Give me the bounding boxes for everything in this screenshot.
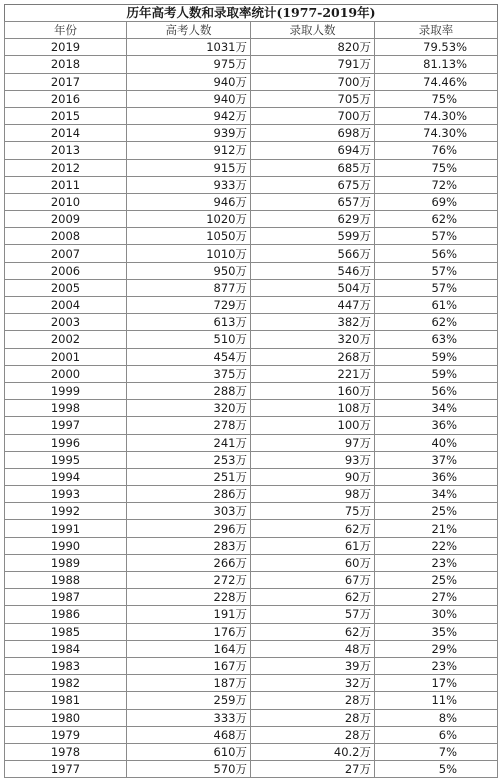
table-row <box>5 279 498 296</box>
cell-applicants: 167万 <box>127 657 251 674</box>
cell-year: 1980 <box>5 709 127 726</box>
cell-applicants: 164万 <box>127 640 251 657</box>
cell-admitted: 685万 <box>251 159 375 176</box>
table-row <box>5 761 498 778</box>
table-row <box>5 228 498 245</box>
table-row <box>5 176 498 193</box>
cell-year: 2005 <box>5 279 127 296</box>
table-row <box>5 159 498 176</box>
cell-year: 1996 <box>5 434 127 451</box>
table-row <box>5 468 498 485</box>
cell-applicants: 610万 <box>127 743 251 760</box>
cell-year: 1979 <box>5 726 127 743</box>
cell-applicants: 320万 <box>127 400 251 417</box>
cell-applicants: 877万 <box>127 279 251 296</box>
cell-year: 1993 <box>5 486 127 503</box>
cell-admission-rate: 23% <box>375 554 498 571</box>
cell-admission-rate: 62% <box>375 211 498 228</box>
cell-year: 1989 <box>5 554 127 571</box>
cell-admitted: 268万 <box>251 348 375 365</box>
table-row <box>5 589 498 606</box>
cell-year: 2017 <box>5 73 127 90</box>
cell-year: 1981 <box>5 692 127 709</box>
cell-year: 2010 <box>5 193 127 210</box>
cell-year: 2014 <box>5 125 127 142</box>
table-row <box>5 692 498 709</box>
cell-applicants: 1031万 <box>127 39 251 56</box>
cell-admitted: 504万 <box>251 279 375 296</box>
cell-year: 2001 <box>5 348 127 365</box>
cell-applicants: 375万 <box>127 365 251 382</box>
cell-admitted: 27万 <box>251 761 375 778</box>
cell-applicants: 283万 <box>127 537 251 554</box>
cell-year: 2004 <box>5 297 127 314</box>
cell-applicants: 288万 <box>127 382 251 399</box>
cell-year: 2018 <box>5 56 127 73</box>
cell-admission-rate: 74.30% <box>375 107 498 124</box>
table-row <box>5 73 498 90</box>
cell-admission-rate: 34% <box>375 400 498 417</box>
cell-admission-rate: 27% <box>375 589 498 606</box>
cell-admitted: 67万 <box>251 572 375 589</box>
cell-admitted: 698万 <box>251 125 375 142</box>
cell-admission-rate: 75% <box>375 90 498 107</box>
cell-applicants: 259万 <box>127 692 251 709</box>
header-year: 年份 <box>5 22 127 39</box>
cell-admitted: 546万 <box>251 262 375 279</box>
cell-year: 1992 <box>5 503 127 520</box>
cell-year: 2015 <box>5 107 127 124</box>
cell-admitted: 98万 <box>251 486 375 503</box>
cell-admitted: 221万 <box>251 365 375 382</box>
header-admitted: 录取人数 <box>251 22 375 39</box>
cell-year: 2011 <box>5 176 127 193</box>
table-row <box>5 365 498 382</box>
cell-applicants: 940万 <box>127 90 251 107</box>
cell-admitted: 657万 <box>251 193 375 210</box>
cell-admission-rate: 6% <box>375 726 498 743</box>
cell-year: 2012 <box>5 159 127 176</box>
table-row <box>5 743 498 760</box>
header-applicants: 高考人数 <box>127 22 251 39</box>
cell-admission-rate: 17% <box>375 675 498 692</box>
cell-admission-rate: 25% <box>375 503 498 520</box>
table-row <box>5 451 498 468</box>
cell-applicants: 191万 <box>127 606 251 623</box>
cell-applicants: 942万 <box>127 107 251 124</box>
cell-applicants: 950万 <box>127 262 251 279</box>
cell-applicants: 333万 <box>127 709 251 726</box>
table-row <box>5 348 498 365</box>
table-row <box>5 657 498 674</box>
cell-applicants: 933万 <box>127 176 251 193</box>
cell-admission-rate: 21% <box>375 520 498 537</box>
table-row <box>5 554 498 571</box>
cell-admission-rate: 72% <box>375 176 498 193</box>
cell-admission-rate: 62% <box>375 314 498 331</box>
cell-year: 1998 <box>5 400 127 417</box>
cell-admission-rate: 36% <box>375 468 498 485</box>
table-row <box>5 417 498 434</box>
cell-admission-rate: 23% <box>375 657 498 674</box>
cell-year: 2008 <box>5 228 127 245</box>
cell-admission-rate: 34% <box>375 486 498 503</box>
cell-applicants: 286万 <box>127 486 251 503</box>
cell-admitted: 61万 <box>251 537 375 554</box>
cell-year: 1990 <box>5 537 127 554</box>
cell-admission-rate: 59% <box>375 365 498 382</box>
admission-stats-sheet <box>4 4 497 778</box>
cell-applicants: 454万 <box>127 348 251 365</box>
table-row <box>5 142 498 159</box>
cell-admitted: 675万 <box>251 176 375 193</box>
cell-year: 2000 <box>5 365 127 382</box>
cell-admitted: 62万 <box>251 589 375 606</box>
cell-admission-rate: 57% <box>375 279 498 296</box>
table-row <box>5 709 498 726</box>
cell-admission-rate: 25% <box>375 572 498 589</box>
cell-year: 1995 <box>5 451 127 468</box>
cell-admitted: 629万 <box>251 211 375 228</box>
cell-admission-rate: 59% <box>375 348 498 365</box>
cell-admission-rate: 56% <box>375 245 498 262</box>
table-row <box>5 503 498 520</box>
table-row <box>5 640 498 657</box>
cell-admission-rate: 74.30% <box>375 125 498 142</box>
cell-admitted: 447万 <box>251 297 375 314</box>
table-row <box>5 400 498 417</box>
cell-admission-rate: 69% <box>375 193 498 210</box>
cell-admitted: 700万 <box>251 73 375 90</box>
cell-admission-rate: 57% <box>375 228 498 245</box>
cell-applicants: 187万 <box>127 675 251 692</box>
cell-applicants: 570万 <box>127 761 251 778</box>
table-body <box>5 39 498 778</box>
cell-applicants: 940万 <box>127 73 251 90</box>
cell-admission-rate: 7% <box>375 743 498 760</box>
cell-admitted: 28万 <box>251 692 375 709</box>
cell-admitted: 97万 <box>251 434 375 451</box>
table-row <box>5 211 498 228</box>
cell-applicants: 1050万 <box>127 228 251 245</box>
cell-admission-rate: 75% <box>375 159 498 176</box>
table-row <box>5 675 498 692</box>
cell-admitted: 62万 <box>251 520 375 537</box>
cell-applicants: 228万 <box>127 589 251 606</box>
cell-year: 2019 <box>5 39 127 56</box>
cell-year: 1984 <box>5 640 127 657</box>
cell-applicants: 241万 <box>127 434 251 451</box>
cell-applicants: 912万 <box>127 142 251 159</box>
cell-year: 1997 <box>5 417 127 434</box>
cell-admission-rate: 81.13% <box>375 56 498 73</box>
cell-admission-rate: 40% <box>375 434 498 451</box>
cell-year: 1988 <box>5 572 127 589</box>
cell-year: 2003 <box>5 314 127 331</box>
cell-admitted: 100万 <box>251 417 375 434</box>
cell-admission-rate: 36% <box>375 417 498 434</box>
cell-year: 1982 <box>5 675 127 692</box>
table-row <box>5 193 498 210</box>
cell-admitted: 705万 <box>251 90 375 107</box>
cell-admitted: 160万 <box>251 382 375 399</box>
cell-year: 1977 <box>5 761 127 778</box>
cell-admitted: 700万 <box>251 107 375 124</box>
cell-year: 2007 <box>5 245 127 262</box>
cell-admission-rate: 76% <box>375 142 498 159</box>
cell-admission-rate: 57% <box>375 262 498 279</box>
table-row <box>5 623 498 640</box>
table-row <box>5 434 498 451</box>
table-row <box>5 382 498 399</box>
cell-applicants: 272万 <box>127 572 251 589</box>
cell-applicants: 613万 <box>127 314 251 331</box>
cell-admission-rate: 8% <box>375 709 498 726</box>
table-row <box>5 606 498 623</box>
cell-applicants: 1010万 <box>127 245 251 262</box>
cell-admitted: 39万 <box>251 657 375 674</box>
cell-admitted: 599万 <box>251 228 375 245</box>
table-row <box>5 262 498 279</box>
table-row <box>5 314 498 331</box>
cell-applicants: 510万 <box>127 331 251 348</box>
table-title: 历年高考人数和录取率统计(1977-2019年) <box>4 4 498 21</box>
cell-admitted: 566万 <box>251 245 375 262</box>
cell-year: 2006 <box>5 262 127 279</box>
table-row <box>5 726 498 743</box>
cell-admission-rate: 29% <box>375 640 498 657</box>
cell-year: 1978 <box>5 743 127 760</box>
cell-applicants: 251万 <box>127 468 251 485</box>
cell-applicants: 975万 <box>127 56 251 73</box>
admission-stats-table <box>4 4 498 778</box>
table-row <box>5 90 498 107</box>
table-row <box>5 245 498 262</box>
cell-admitted: 48万 <box>251 640 375 657</box>
cell-admission-rate: 35% <box>375 623 498 640</box>
cell-admitted: 75万 <box>251 503 375 520</box>
cell-admitted: 57万 <box>251 606 375 623</box>
table-row <box>5 572 498 589</box>
cell-admitted: 28万 <box>251 709 375 726</box>
cell-applicants: 278万 <box>127 417 251 434</box>
cell-applicants: 1020万 <box>127 211 251 228</box>
header-admission-rate: 录取率 <box>375 22 498 39</box>
cell-admission-rate: 37% <box>375 451 498 468</box>
cell-admission-rate: 63% <box>375 331 498 348</box>
table-row <box>5 537 498 554</box>
cell-year: 1987 <box>5 589 127 606</box>
table-row <box>5 331 498 348</box>
cell-applicants: 253万 <box>127 451 251 468</box>
cell-admitted: 820万 <box>251 39 375 56</box>
cell-admission-rate: 11% <box>375 692 498 709</box>
cell-admission-rate: 30% <box>375 606 498 623</box>
cell-admission-rate: 22% <box>375 537 498 554</box>
cell-admitted: 90万 <box>251 468 375 485</box>
cell-year: 1986 <box>5 606 127 623</box>
table-row <box>5 297 498 314</box>
cell-admitted: 108万 <box>251 400 375 417</box>
table-row <box>5 107 498 124</box>
cell-year: 1994 <box>5 468 127 485</box>
cell-applicants: 176万 <box>127 623 251 640</box>
cell-year: 2013 <box>5 142 127 159</box>
cell-applicants: 939万 <box>127 125 251 142</box>
table-row <box>5 486 498 503</box>
cell-admission-rate: 74.46% <box>375 73 498 90</box>
cell-year: 1999 <box>5 382 127 399</box>
cell-applicants: 946万 <box>127 193 251 210</box>
cell-year: 1985 <box>5 623 127 640</box>
cell-year: 2009 <box>5 211 127 228</box>
cell-applicants: 468万 <box>127 726 251 743</box>
header-row <box>5 22 498 39</box>
cell-admitted: 62万 <box>251 623 375 640</box>
table-row <box>5 56 498 73</box>
cell-admission-rate: 61% <box>375 297 498 314</box>
cell-admitted: 382万 <box>251 314 375 331</box>
cell-admitted: 32万 <box>251 675 375 692</box>
table-row <box>5 125 498 142</box>
cell-year: 2016 <box>5 90 127 107</box>
cell-applicants: 266万 <box>127 554 251 571</box>
cell-admission-rate: 56% <box>375 382 498 399</box>
cell-admitted: 40.2万 <box>251 743 375 760</box>
cell-applicants: 296万 <box>127 520 251 537</box>
cell-applicants: 303万 <box>127 503 251 520</box>
cell-admitted: 694万 <box>251 142 375 159</box>
table-row <box>5 39 498 56</box>
cell-admission-rate: 79.53% <box>375 39 498 56</box>
cell-year: 1991 <box>5 520 127 537</box>
cell-admitted: 93万 <box>251 451 375 468</box>
cell-admitted: 28万 <box>251 726 375 743</box>
table-row <box>5 520 498 537</box>
cell-admitted: 60万 <box>251 554 375 571</box>
cell-admitted: 791万 <box>251 56 375 73</box>
cell-admitted: 320万 <box>251 331 375 348</box>
cell-admission-rate: 5% <box>375 761 498 778</box>
cell-applicants: 915万 <box>127 159 251 176</box>
cell-applicants: 729万 <box>127 297 251 314</box>
cell-year: 2002 <box>5 331 127 348</box>
cell-year: 1983 <box>5 657 127 674</box>
